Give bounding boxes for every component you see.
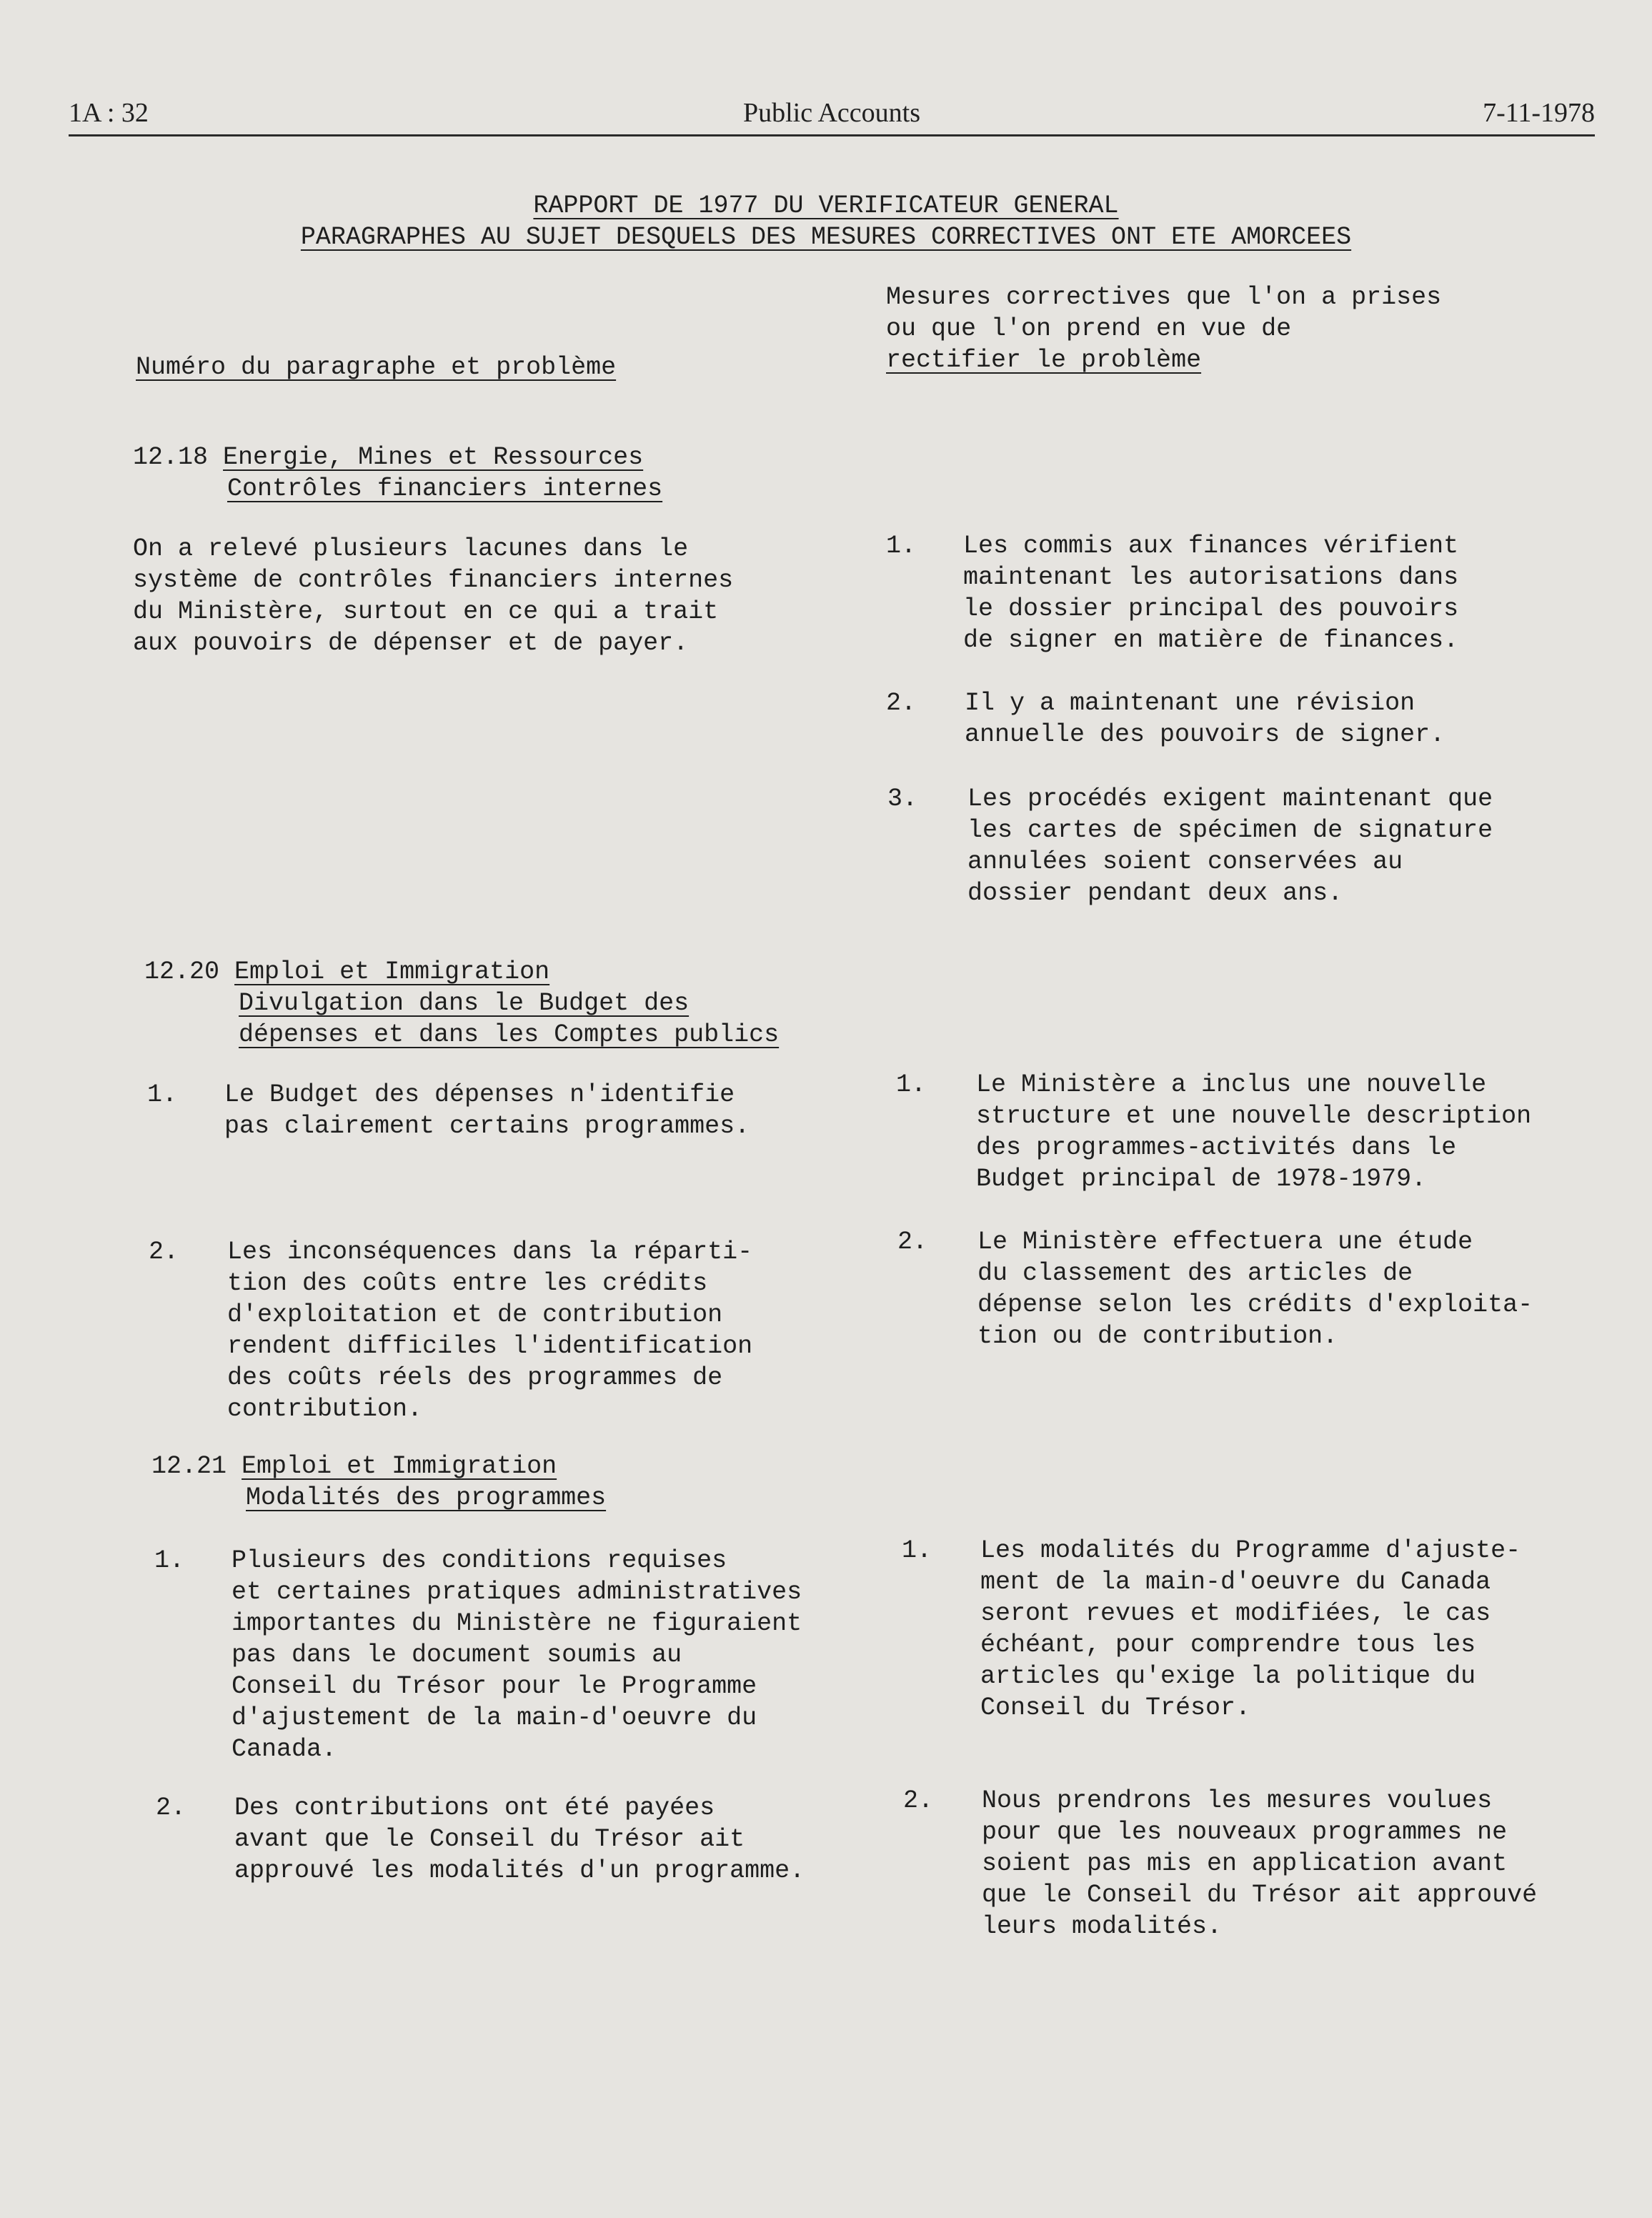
header-page-number: 1A : 32 [69,98,149,128]
section-12-21-title: 12.21 Emploi et Immigration [151,1452,557,1481]
left-column-heading: Numéro du paragraphe et problème [136,353,617,382]
section-12-18-title: 12.18 Energie, Mines et Ressources [133,443,644,472]
document-title-line1: RAPPORT DE 1977 DU VERIFICATEUR GENERAL [533,192,1119,220]
document-title-line2: PARAGRAPHES AU SUJET DESQUELS DES MESURES CORRECTIVES ONT ETE AMORCEES [300,223,1352,252]
section-12-18-problem: On a relevé plusieurs lacunes dans le système de contrôles financiers internes du Ministère, surtout en ce qui a trait aux pouvoirs de dépenser et de payer. [133,534,734,657]
section-12-21-subtitle: Modalités des programmes [246,1483,607,1512]
header-date: 7-11-1978 [1483,98,1595,128]
section-12-20-subtitle-2: dépenses et dans les Comptes publics [239,1020,780,1049]
right-column-heading: Mesures correctives que l'on a prises ou que l'on prend en vue de rectifier le problème [886,283,1442,374]
header-title: Public Accounts [742,98,921,128]
section-12-20-subtitle-1: Divulgation dans le Budget des [239,989,690,1018]
section-number: 12.21 [151,1452,227,1481]
page-header [69,94,1595,136]
section-number: 12.20 [144,958,220,986]
section-12-18-subtitle: Contrôles financiers internes [227,474,663,503]
section-12-20-title: 12.20 Emploi et Immigration [144,958,550,986]
section-number: 12.18 [133,443,209,472]
